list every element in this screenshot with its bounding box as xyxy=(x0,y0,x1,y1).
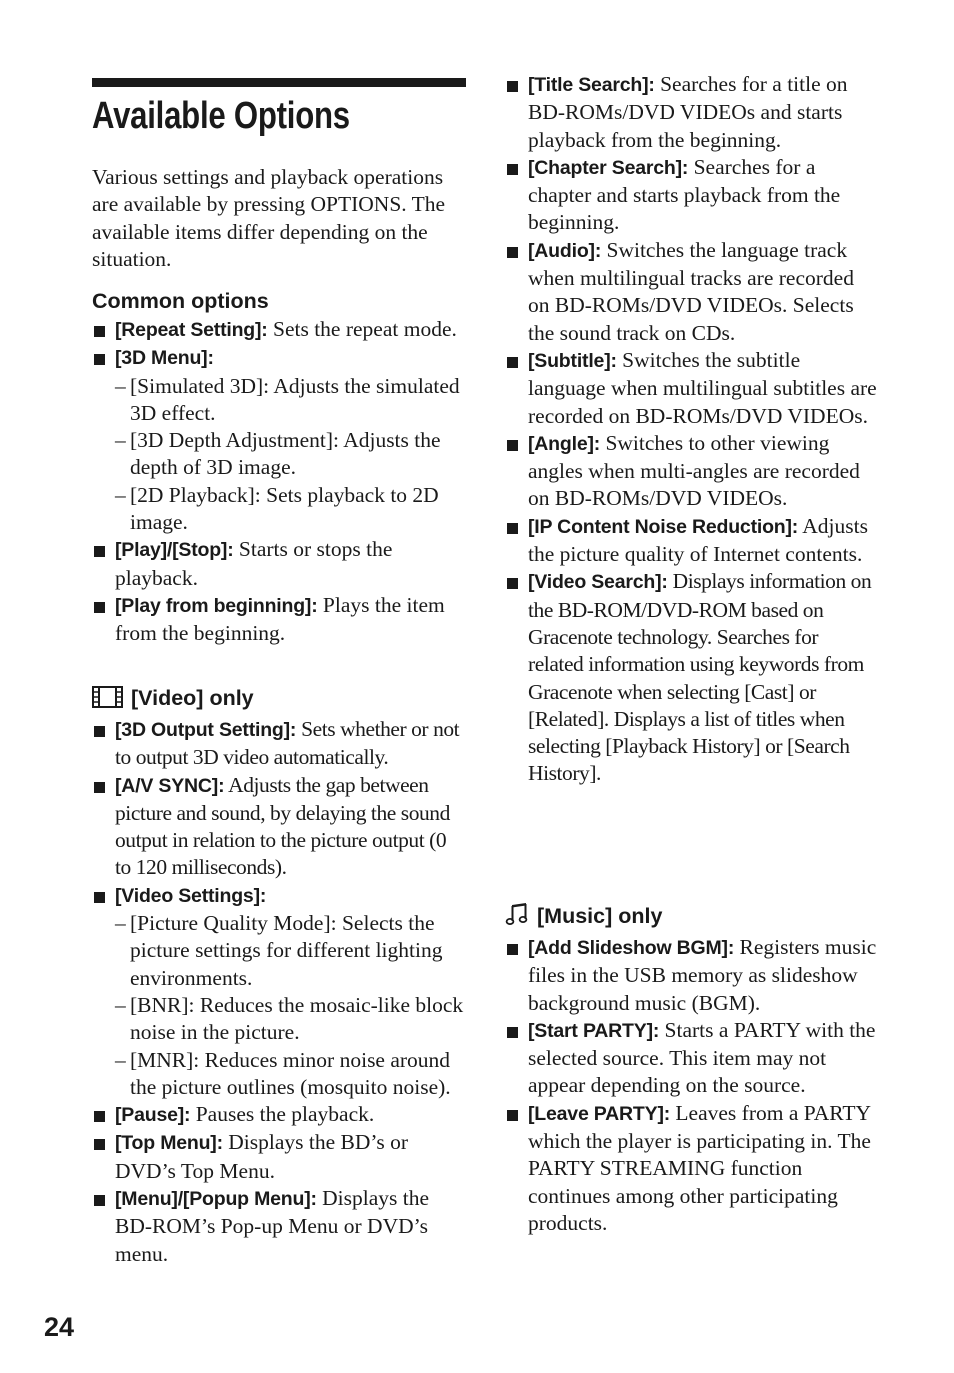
bullet-square-icon xyxy=(94,892,105,903)
item-desc: Displays information on the BD-ROM/DVD-ROM based on Gracenote technology. Searches for related information using keywords from Gracenote when selecting [Cast] or [Related]. Displays a list of titles when selecting [Playback History] or [Search History]. xyxy=(528,569,872,786)
list-item-start-party xyxy=(505,1017,877,1100)
bullet-square-icon xyxy=(507,164,518,175)
list-item-top-menu xyxy=(92,1129,466,1185)
bullet-square-icon xyxy=(94,1195,105,1206)
item-desc: Searches for a title on BD-ROMs/DVD VIDEOs and starts playback from the beginning. xyxy=(528,72,848,152)
item-label: [3D Output Setting]: xyxy=(115,719,297,741)
video-only-section xyxy=(92,684,466,1268)
list-item-chapter-search xyxy=(505,154,877,237)
bullet-square-icon xyxy=(94,1139,105,1150)
list-item-repeat-setting xyxy=(92,316,466,344)
item-label: [A/V SYNC]: xyxy=(115,774,225,797)
bullet-square-icon xyxy=(507,944,518,955)
list-item-angle xyxy=(505,430,877,513)
item-desc: Searches for a chapter and starts playback from the beginning. xyxy=(528,154,841,235)
list-item-3d-output-setting xyxy=(92,716,466,772)
item-desc: Displays the BD-ROM’s Pop-up Menu or DVD’s menu. xyxy=(115,1186,430,1266)
sub-item-text: [3D Depth Adjustment]: Adjusts the depth of 3D image. xyxy=(130,428,441,480)
item-desc: Displays the BD’s or DVD’s Top Menu. xyxy=(115,1130,409,1183)
common-options-section xyxy=(92,287,466,648)
item-desc: Plays the item from the beginning. xyxy=(115,592,445,646)
list-item-subtitle xyxy=(505,347,877,430)
bullet-square-icon xyxy=(94,546,105,557)
list-item-popup-menu xyxy=(92,1185,466,1268)
item-desc: Registers music files in the USB memory as slideshow background music (BGM). xyxy=(528,935,877,1015)
intro-paragraph: Various settings and playback operations are available by pressing OPTIONS. The available items differ depending on the situation. xyxy=(92,165,446,271)
item-desc: Leaves from a PARTY which the player is participating in. The PARTY STREAMING function continues among other participating products. xyxy=(528,1100,871,1235)
item-label: [Repeat Setting]: xyxy=(115,319,268,341)
section-heading-music xyxy=(505,902,877,933)
bullet-square-icon xyxy=(507,523,518,534)
item-desc: Starts a PARTY with the selected source. This item may not appear depending on the source. xyxy=(528,1017,876,1098)
video-only-section-continued xyxy=(505,71,877,788)
music-note-icon xyxy=(505,902,529,933)
bullet-square-icon xyxy=(507,578,518,589)
item-desc: Pauses the playback. xyxy=(190,1102,375,1127)
sub-item-text: [Simulated 3D]: Adjusts the simulated 3D effect. xyxy=(130,373,460,425)
section-heading-video xyxy=(92,684,466,715)
item-label: [Subtitle]: xyxy=(528,349,617,372)
list-item-add-slideshow-bgm xyxy=(505,934,877,1017)
bullet-square-icon xyxy=(94,1111,105,1122)
list-item-play-stop xyxy=(92,536,466,592)
title-rule xyxy=(92,78,466,87)
sub-item-text: [MNR]: Reduces minor noise around the picture outlines (mosquito noise). xyxy=(130,1047,451,1099)
sub-item-simulated-3d xyxy=(92,373,466,428)
item-desc: Switches to other viewing angles when multi-angles are recorded on BD-ROMs/DVD VIDEOs. xyxy=(528,430,860,511)
film-icon xyxy=(92,686,123,715)
list-item-video-search xyxy=(505,568,877,787)
list-item-pause xyxy=(92,1101,466,1129)
bullet-square-icon xyxy=(94,354,105,365)
item-label: [Leave PARTY]: xyxy=(528,1102,671,1125)
bullet-square-icon xyxy=(94,726,105,737)
list-item-video-settings xyxy=(92,882,466,910)
sub-item-bnr xyxy=(92,992,466,1047)
dash-marker: – xyxy=(115,911,126,936)
sub-item-mnr xyxy=(92,1047,466,1102)
sub-item-text: [Picture Quality Mode]: Selects the picture settings for different lighting environments. xyxy=(130,911,443,990)
bullet-square-icon xyxy=(507,247,518,258)
dash-marker: – xyxy=(115,1047,126,1072)
item-label: [IP Content Noise Reduction]: xyxy=(528,515,799,538)
item-label: [Video Search]: xyxy=(528,571,668,594)
item-desc: Adjusts the picture quality of Internet contents. xyxy=(528,513,868,567)
bullet-square-icon xyxy=(94,602,105,613)
page-title: Available Options xyxy=(92,95,350,137)
music-only-section xyxy=(505,902,877,1237)
bullet-square-icon xyxy=(507,1027,518,1038)
item-desc: Adjusts the gap between picture and sound, by delaying the sound output in relation to the picture output (0 to 120 milliseconds). xyxy=(115,772,450,880)
bullet-square-icon xyxy=(94,782,105,793)
bullet-square-icon xyxy=(507,81,518,92)
bullet-square-icon xyxy=(94,326,105,337)
dash-marker: – xyxy=(115,992,126,1017)
bullet-square-icon xyxy=(507,1110,518,1121)
item-desc: Switches the subtitle language when multilingual subtitles are recorded on BD-ROMs/DVD VIDEOs. xyxy=(528,347,877,428)
sub-item-text: [2D Playback]: Sets playback to 2D image. xyxy=(130,482,439,535)
list-item-play-from-beginning xyxy=(92,592,466,648)
item-label: [Menu]/[Popup Menu]: xyxy=(115,1188,317,1211)
item-label: [Pause]: xyxy=(115,1104,191,1127)
section-heading-music-text: [Music] only xyxy=(537,904,663,928)
sub-item-2d-playback xyxy=(92,482,466,537)
dash-marker: – xyxy=(115,373,126,398)
bullet-square-icon xyxy=(507,440,518,451)
list-item-title-search xyxy=(505,71,877,154)
bullet-square-icon xyxy=(507,357,518,368)
list-item-3d-menu xyxy=(92,344,466,372)
item-label: [Chapter Search]: xyxy=(528,156,689,179)
item-label: [Top Menu]: xyxy=(115,1132,223,1155)
page-number: 24 xyxy=(44,1312,75,1342)
item-desc: Switches the language track when multilingual tracks are recorded on BD-ROMs/DVD VIDEOs. Selects the sound track on CDs. xyxy=(528,237,854,345)
item-label: [Start PARTY]: xyxy=(528,1019,660,1042)
sub-item-text: [BNR]: Reduces the mosaic-like block noise in the picture. xyxy=(130,992,464,1045)
item-label: [Audio]: xyxy=(528,239,602,262)
item-label: [3D Menu]: xyxy=(115,347,214,370)
dash-marker: – xyxy=(115,482,126,507)
item-desc: Starts or stops the playback. xyxy=(115,537,393,590)
list-item-leave-party xyxy=(505,1100,877,1237)
sub-item-3d-depth xyxy=(92,427,466,482)
item-label: [Add Slideshow BGM]: xyxy=(528,937,735,959)
list-item-audio xyxy=(505,237,877,347)
list-item-ip-content-noise-reduction xyxy=(505,513,877,569)
item-desc: Sets whether or not to output 3D video automatically. xyxy=(115,717,460,770)
sub-item-picture-quality xyxy=(92,910,466,992)
item-label: [Angle]: xyxy=(528,432,601,455)
item-label: [Play]/[Stop]: xyxy=(115,539,234,562)
section-heading-common: Common options xyxy=(92,289,269,313)
section-heading-video-text: [Video] only xyxy=(131,686,254,710)
item-desc: Sets the repeat mode. xyxy=(267,317,457,341)
item-label: [Video Settings]: xyxy=(115,884,267,907)
list-item-av-sync xyxy=(92,772,466,882)
item-label: [Title Search]: xyxy=(528,74,655,96)
item-label: [Play from beginning]: xyxy=(115,594,318,617)
dash-marker: – xyxy=(115,428,126,453)
